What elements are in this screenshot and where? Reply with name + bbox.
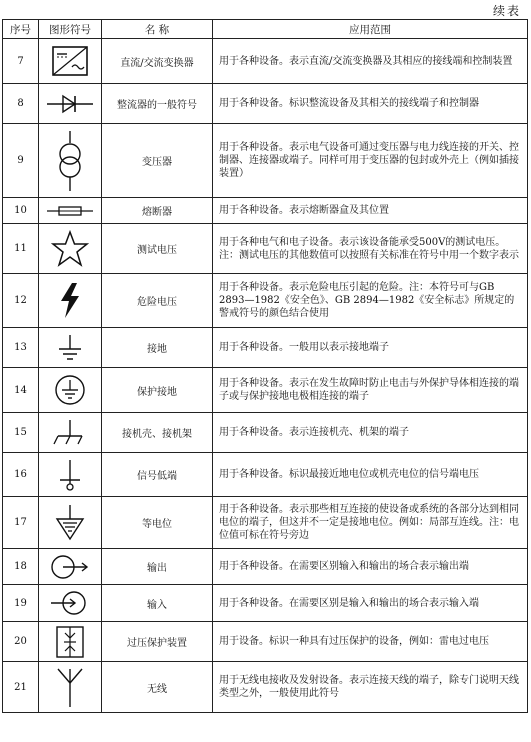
output-icon <box>39 549 102 585</box>
table-row <box>3 585 528 622</box>
row-application: 用于各种设备。表示危险电压引起的危险。注：本符号可与GB 2893—1982《安全色》、GB 2894—1982《安全标志》所规定的警戒符号的颜色结合使用 <box>213 274 528 328</box>
table-row <box>3 328 528 368</box>
continued-label: 续表 <box>492 4 521 18</box>
row-application: 用于各种设备。在需要区别是输入和输出的场合表示输入端 <box>213 585 528 622</box>
row-no: 10 <box>3 198 39 224</box>
header-name: 名 称 <box>102 20 213 39</box>
table-row <box>3 497 528 549</box>
header-application: 应用范围 <box>213 20 528 39</box>
row-no: 20 <box>3 622 39 662</box>
header-no: 序号 <box>3 20 39 39</box>
signal-low-icon <box>39 453 102 497</box>
row-name: 变压器 <box>102 124 213 198</box>
row-name: 信号低端 <box>102 453 213 497</box>
row-name: 危险电压 <box>102 274 213 328</box>
table-row <box>3 453 528 497</box>
table-header-row <box>3 20 528 39</box>
row-no: 13 <box>3 328 39 368</box>
row-no: 16 <box>3 453 39 497</box>
row-application: 用于各种设备。表示连接机壳、机架的端子 <box>213 413 528 453</box>
header-symbol: 图形符号 <box>39 20 102 39</box>
row-application: 用于设备。标识一种具有过压保护的设备，例如：雷电过电压 <box>213 622 528 662</box>
ground-icon <box>39 328 102 368</box>
row-application: 用于各种电气和电子设备。表示该设备能承受500V的测试电压。注：测试电压的其他数值可以按照有关标准在符号中用一个数字表示 <box>213 224 528 274</box>
table-row <box>3 198 528 224</box>
chassis-icon <box>39 413 102 453</box>
row-no: 18 <box>3 549 39 585</box>
lightning-icon <box>39 274 102 328</box>
table-row <box>3 622 528 662</box>
row-application: 用于各种设备。标识最接近地电位或机壳电位的信号端电压 <box>213 453 528 497</box>
row-name: 直流/交流变换器 <box>102 39 213 84</box>
row-no: 17 <box>3 497 39 549</box>
row-no: 12 <box>3 274 39 328</box>
row-no: 11 <box>3 224 39 274</box>
input-icon <box>39 585 102 622</box>
equipotential-icon <box>39 497 102 549</box>
surge-protector-icon <box>39 622 102 662</box>
row-name: 保护接地 <box>102 368 213 413</box>
row-application: 用于各种设备。一般用以表示接地端子 <box>213 328 528 368</box>
row-application: 用于无线电接收及发射设备。表示连接天线的端子，除专门说明天线类型之外，一般使用此符号 <box>213 662 528 713</box>
row-application: 用于各种设备。标识整流设备及其相关的接线端子和控制器 <box>213 84 528 124</box>
row-name: 接机壳、接机架 <box>102 413 213 453</box>
row-name: 整流器的一般符号 <box>102 84 213 124</box>
row-no: 14 <box>3 368 39 413</box>
row-no: 21 <box>3 662 39 713</box>
row-no: 8 <box>3 84 39 124</box>
row-name: 输入 <box>102 585 213 622</box>
table-row <box>3 39 528 84</box>
row-application: 用于各种设备。表示那些相互连接的使设备或系统的各部分达到相同电位的端子，但这并不一定是接地电位。例如：局部互连线。注：电位值可标在符号旁边 <box>213 497 528 549</box>
row-name: 无线 <box>102 662 213 713</box>
table-row <box>3 124 528 198</box>
row-no: 7 <box>3 39 39 84</box>
transformer-icon <box>39 124 102 198</box>
row-no: 9 <box>3 124 39 198</box>
fuse-icon <box>39 198 102 224</box>
row-name: 输出 <box>102 549 213 585</box>
row-application: 用于各种设备。表示电气设备可通过变压器与电力线连接的开关、控制器、连接器或端子。同样可用于变压器的包封或外壳上（例如插接装置） <box>213 124 528 198</box>
table-row <box>3 413 528 453</box>
star-icon <box>39 224 102 274</box>
antenna-icon <box>39 662 102 713</box>
symbols-table <box>2 19 528 713</box>
table-row <box>3 662 528 713</box>
row-no: 15 <box>3 413 39 453</box>
row-application: 用于各种设备。在需要区别输入和输出的场合表示输出端 <box>213 549 528 585</box>
row-no: 19 <box>3 585 39 622</box>
rectifier-icon <box>39 84 102 124</box>
table-row <box>3 549 528 585</box>
table-row <box>3 368 528 413</box>
row-name: 等电位 <box>102 497 213 549</box>
table-row <box>3 274 528 328</box>
row-application: 用于各种设备。表示熔断器盒及其位置 <box>213 198 528 224</box>
row-name: 接地 <box>102 328 213 368</box>
row-name: 熔断器 <box>102 198 213 224</box>
row-application: 用于各种设备。表示直流/交流变换器及其相应的接线端和控制装置 <box>213 39 528 84</box>
dc-ac-converter-icon <box>39 39 102 84</box>
table-row <box>3 224 528 274</box>
protective-earth-icon <box>39 368 102 413</box>
table-row <box>3 84 528 124</box>
row-application: 用于各种设备。表示在发生故障时防止电击与外保护导体相连接的端子或与保护接地电极相连接的端子 <box>213 368 528 413</box>
row-name: 测试电压 <box>102 224 213 274</box>
row-name: 过压保护装置 <box>102 622 213 662</box>
